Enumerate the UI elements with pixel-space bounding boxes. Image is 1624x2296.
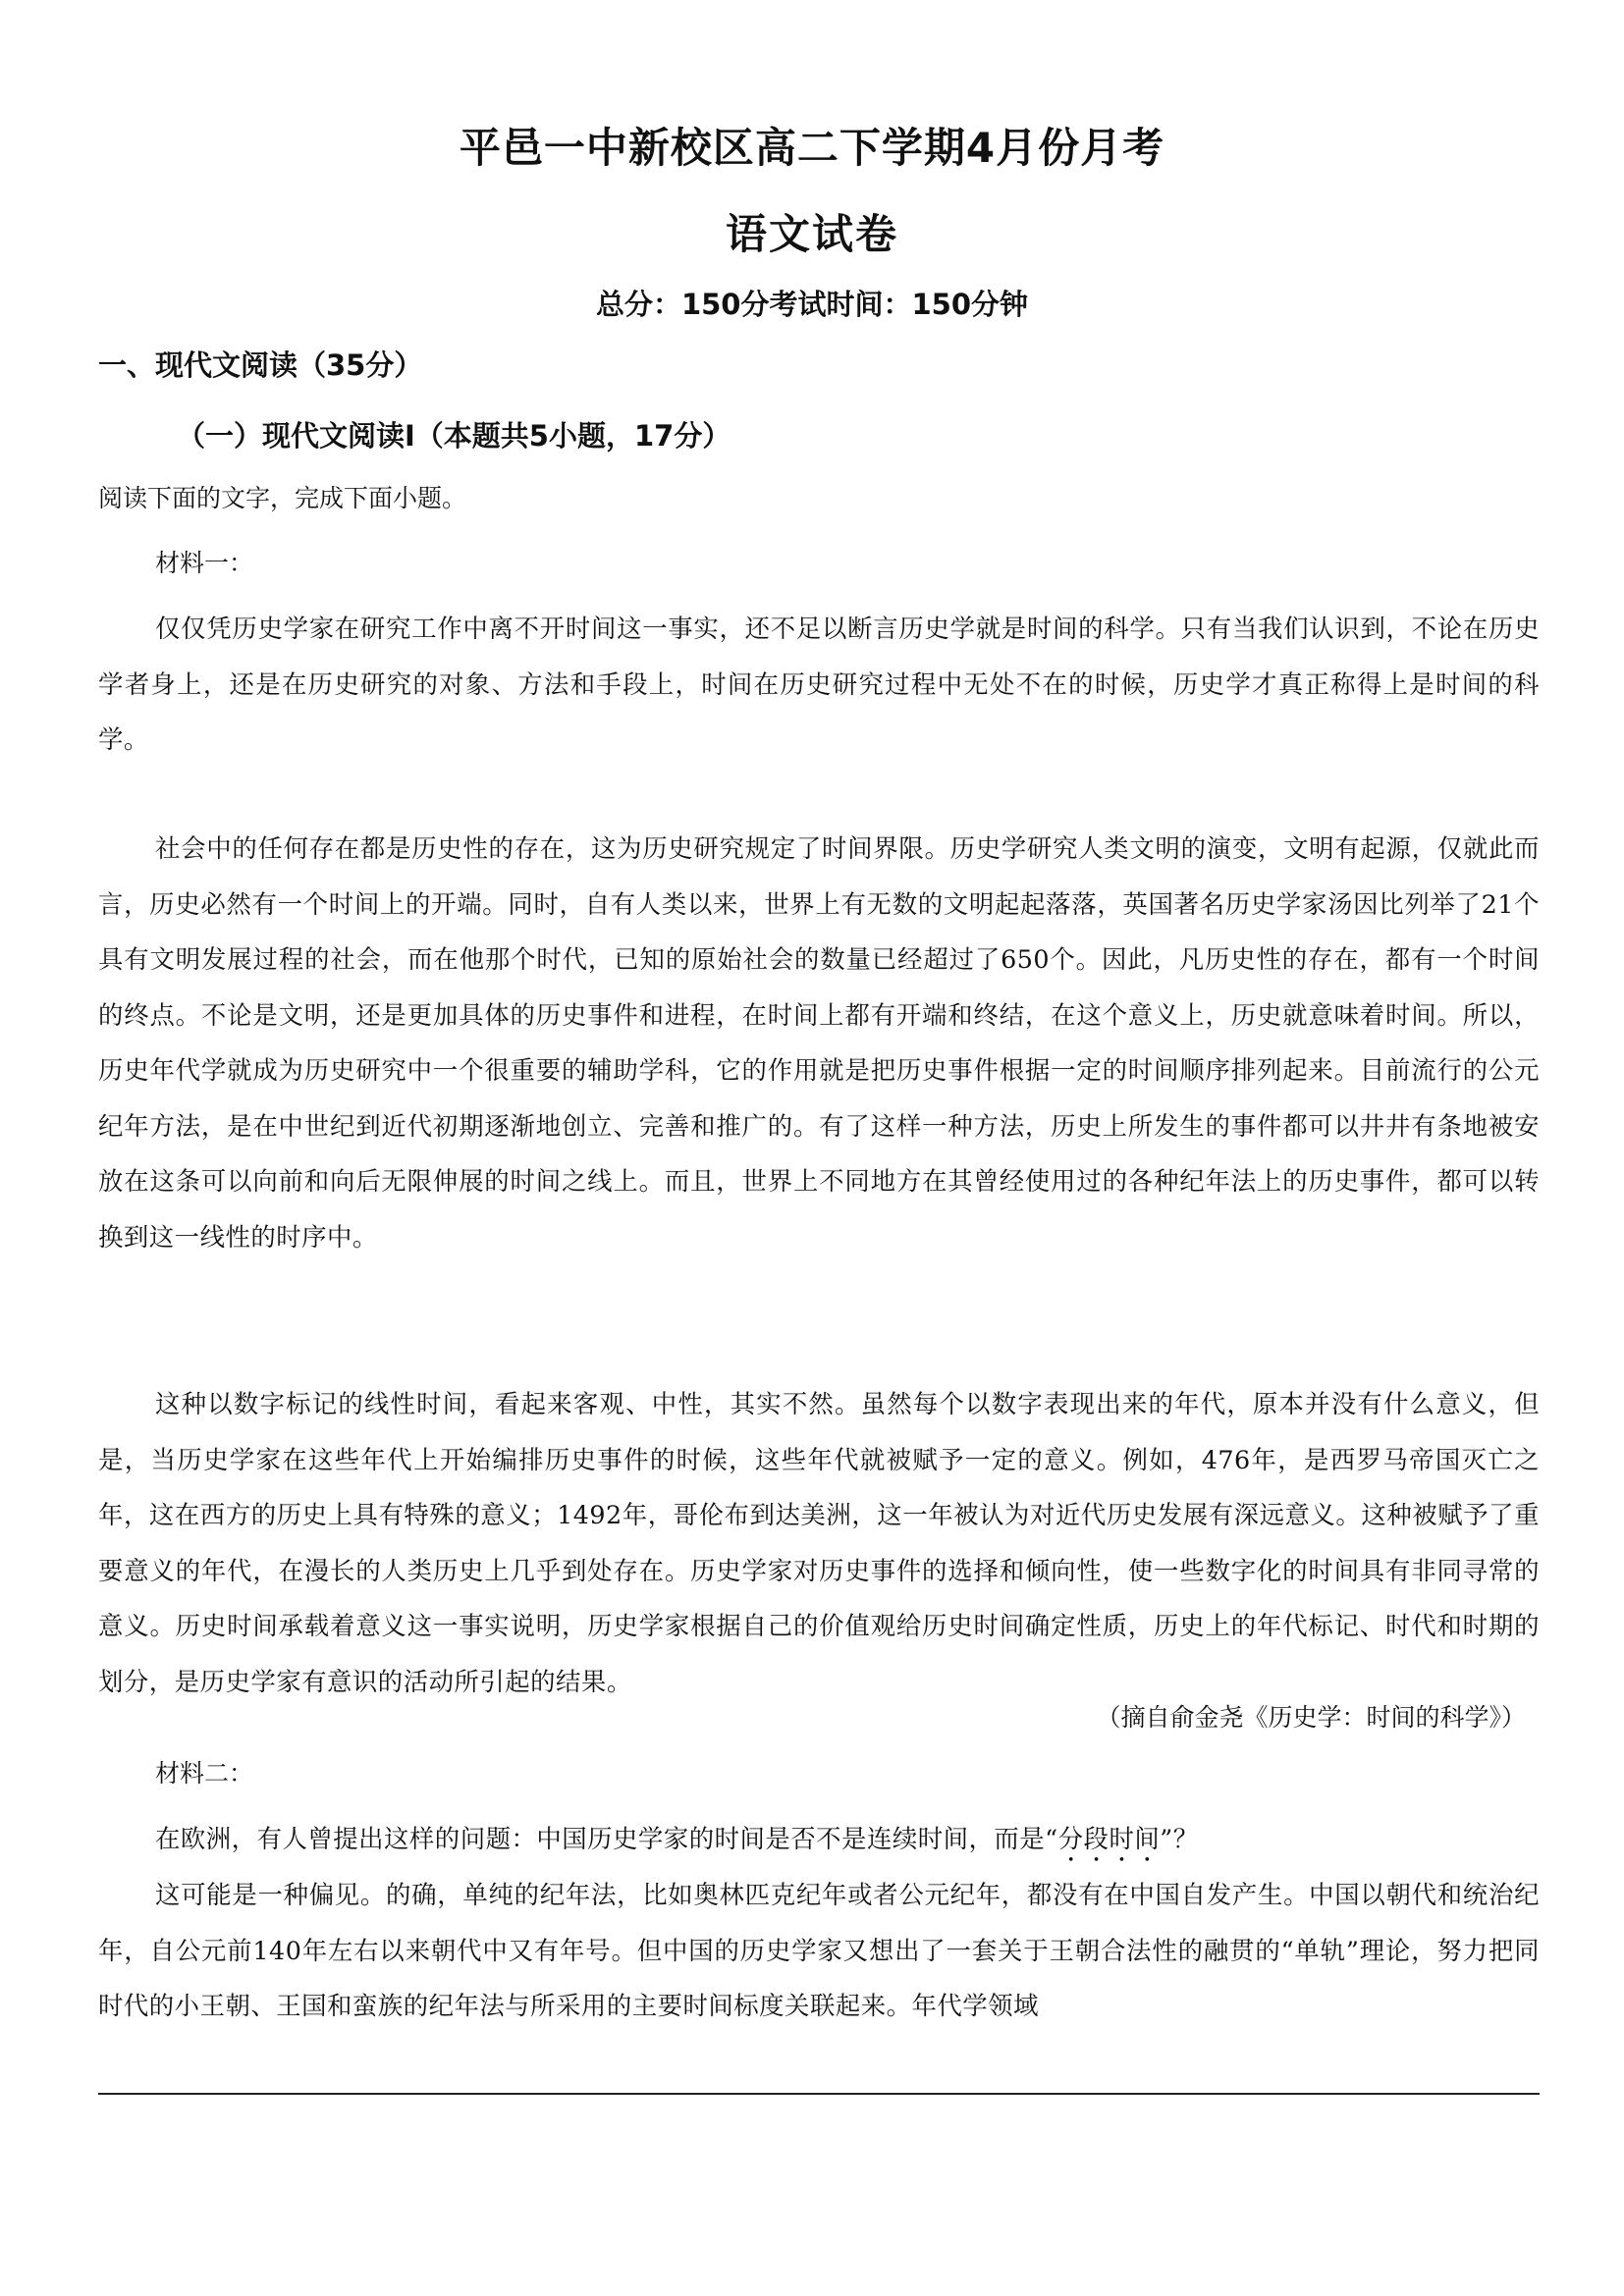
exam-info: 总分：150分考试时间：150分钟 (595, 288, 1029, 321)
material-one-paragraph: 社会中的任何存在都是历史性的存在，这为历史研究规定了时间界限。历史学研究人类文明的演变，文明有起源，仅就此而言，历史必然有一个时间上的开端。同时，自有人类以来，世界上有无数的文明起起落落，英国著名历史学家汤因比列举了21个具有文明发展过程的社会，而在他那个时代，已知的原始社会的数量已经超过了650个。因此，凡历史性的存在，都有一个时间的终点。不论是文明，还是更加具体的历史事件和进程，在时间上都有开端和终结，在这个意义上，历史就意味着时间。所以，历史年代学就成为历史研究中一个很重要的辅助学科，它的作用就是把历史事件根据一定的时间顺序排列起来。目前流行的公元纪年方法，是在中世纪到近代初期逐渐地创立、完善和推广的。有了这样一种方法，历史上所发生的事件都可以井井有条地被安放在这条可以向前和向后无限伸展的时间之线上。而且，世界上不同地方在其曾经使用过的各种纪年法上的历史事件，都可以转换到这一线性的时序中。 (98, 833, 1540, 1252)
material-two-paragraph (98, 1811, 1540, 1868)
material-one-paragraph: 仅仅凭历史学家在研究工作中离不开时间这一事实，还不足以断言历史学就是时间的科学。只有当我们认识到，不论在历史学者身上，还是在历史研究的对象、方法和手段上，时间在历史研究过程中无处不在的时候，历史学才真正称得上是时间的科学。 (98, 614, 1540, 754)
exam-title: 平邑一中新校区高二下学期4月份月考 (459, 124, 1165, 172)
paragraph-text: ”？ (1160, 1824, 1199, 1853)
section-heading: 一、现代文阅读（35分） (98, 348, 423, 382)
material-two-paragraph: 这可能是一种偏见。的确，单纯的纪年法，比如奥林匹克纪年或者公元纪年，都没有在中国自发产生。中国以朝代和统治纪年，自公元前140年左右以来朝代中又有年号。但中国的历史学家又想出了一套关于王朝合法性的融贯的“单轨”理论，努力把同时代的小王朝、王国和蛮族的纪年法与所采用的主要时间标度关联起来。年代学领域 (98, 1880, 1540, 2020)
exam-subject: 语文试卷 (725, 210, 898, 258)
material-one-paragraph: 这种以数字标记的线性时间，看起来客观、中性，其实不然。虽然每个以数字表现出来的年代，原本并没有什么意义，但是，当历史学家在这些年代上开始编排历史事件的时候，这些年代就被赋予一定的意义。例如，476年，是西罗马帝国灭亡之年，这在西方的历史上具有特殊的意义；1492年，哥伦布到达美洲，这一年被认为对近代历史发展有深远意义。这种被赋予了重要意义的年代，在漫长的人类历史上几乎到处存在。历史学家对历史事件的选择和倾向性，使一些数字化的时间具有非同寻常的意义。历史时间承载着意义这一事实说明，历史学家根据自己的价值观给历史时间确定性质，历史上的年代标记、时代和时期的划分，是历史学家有意识的活动所引起的结果。 (98, 1389, 1540, 1696)
material-two-label: 材料二： (155, 1759, 254, 1788)
section-subheading: （一）现代文阅读Ⅰ（本题共5小题，17分） (177, 419, 731, 453)
reading-instruction: 阅读下面的文字，完成下面小题。 (98, 484, 467, 512)
emphasized-term: 分段时间 (1057, 1824, 1161, 1853)
paragraph-text: 在欧洲，有人曾提出这样的问题：中国历史学家的时间是否不是连续时间，而是“ (155, 1824, 1058, 1853)
material-one-label: 材料一： (155, 549, 254, 577)
page-footer-rule (98, 2093, 1540, 2095)
material-one-source: （摘自俞金尧《历史学：时间的科学》） (1096, 1703, 1526, 1732)
